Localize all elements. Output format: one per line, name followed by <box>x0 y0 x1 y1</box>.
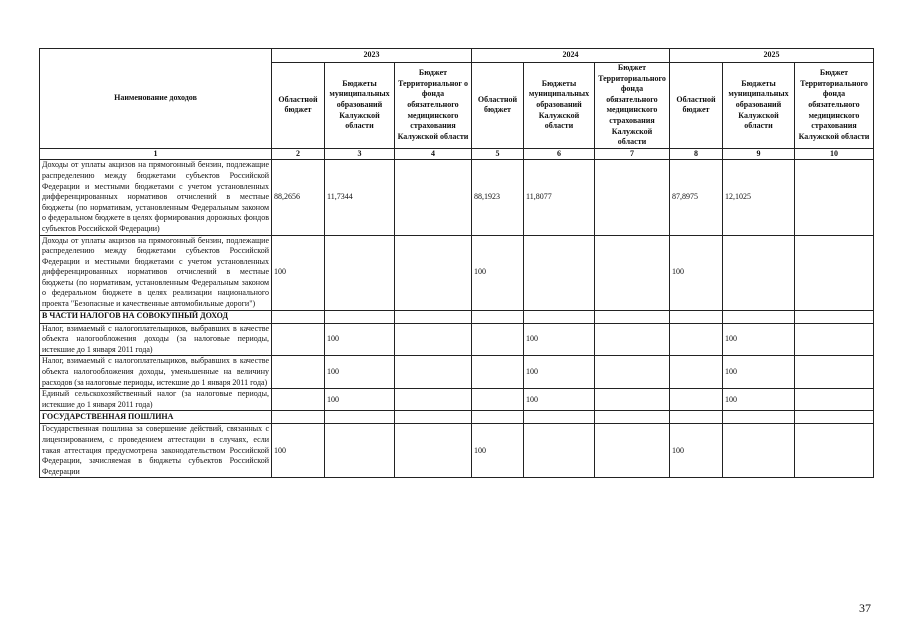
revenue-name-cell: Налог, взимаемый с налогоплательщиков, выбравших в качестве объекта налогообложения доходы, уменьшенные на величину расходов (за налоговые периоды, истекшие до 1 января 2011 года) <box>40 356 272 389</box>
value-cell: 100 <box>325 389 395 411</box>
header-name-column: Наименование доходов <box>40 49 272 149</box>
revenue-name-cell: Доходы от уплаты акцизов на прямогонный бензин, подлежащие распределению между бюджетами субъектов Российской Федерации и местными бюджетами с учетом установленных дифференцированных нормативов отчислений в местные бюджеты (по нормативам, установленным Федеральным законом о федеральном бюджете в целях формирования дорожных фондов субъектов Российской Федерации) <box>40 160 272 235</box>
header-tfoms-budget-2024: Бюджет Территориального фонда обязательного медицинского страхования Калужской области <box>595 63 670 149</box>
value-cell: 100 <box>325 323 395 356</box>
value-cell: 100 <box>325 356 395 389</box>
value-cell <box>472 356 524 389</box>
column-number: 10 <box>795 148 874 160</box>
page-number: 37 <box>859 601 871 615</box>
table-row <box>40 356 874 389</box>
value-cell <box>325 424 395 478</box>
empty-cell <box>325 310 395 323</box>
revenue-name-cell: Налог, взимаемый с налогоплательщиков, выбравших в качестве объекта налогообложения доходы (за налоговые периоды, истекшие до 1 января 2011 года) <box>40 323 272 356</box>
value-cell <box>723 235 795 310</box>
value-cell: 100 <box>723 323 795 356</box>
section-heading: В ЧАСТИ НАЛОГОВ НА СОВОКУПНЫЙ ДОХОД <box>40 310 272 323</box>
revenue-name-cell: Доходы от уплаты акцизов на прямогонный бензин, подлежащие распределению между бюджетами субъектов Российской Федерации и местными бюджетами с учетом установленных дифференцированных нормативов отчислений в местные бюджеты (по нормативам, установленным Федеральным законом о федеральном бюджете в целях реализации национального проекта "Безопасные и качественные автомобильные дороги") <box>40 235 272 310</box>
value-cell <box>472 389 524 411</box>
value-cell <box>595 356 670 389</box>
value-cell <box>670 323 723 356</box>
value-cell <box>670 389 723 411</box>
value-cell: 12,1025 <box>723 160 795 235</box>
value-cell: 100 <box>670 424 723 478</box>
header-regional-budget-2023: Областной бюджет <box>272 63 325 149</box>
header-municipal-budgets-2025: Бюджеты муниципальных образований Калужской области <box>723 63 795 149</box>
value-cell <box>395 235 472 310</box>
value-cell <box>524 424 595 478</box>
value-cell <box>595 235 670 310</box>
value-cell: 100 <box>472 235 524 310</box>
column-number: 9 <box>723 148 795 160</box>
value-cell <box>795 424 874 478</box>
empty-cell <box>524 411 595 424</box>
column-number: 4 <box>395 148 472 160</box>
empty-cell <box>795 411 874 424</box>
header-municipal-budgets-2024: Бюджеты муниципальных образований Калужской области <box>524 63 595 149</box>
value-cell: 100 <box>723 389 795 411</box>
section-heading: ГОСУДАРСТВЕННАЯ ПОШЛИНА <box>40 411 272 424</box>
value-cell: 100 <box>723 356 795 389</box>
value-cell: 100 <box>272 235 325 310</box>
empty-cell <box>670 310 723 323</box>
header-year-2024: 2024 <box>472 49 670 63</box>
revenue-distribution-table <box>39 48 874 478</box>
value-cell: 88,1923 <box>472 160 524 235</box>
value-cell <box>795 389 874 411</box>
table-row <box>40 389 874 411</box>
value-cell <box>524 235 595 310</box>
value-cell <box>272 389 325 411</box>
empty-cell <box>395 411 472 424</box>
value-cell <box>395 323 472 356</box>
value-cell <box>272 356 325 389</box>
value-cell <box>795 323 874 356</box>
column-number: 1 <box>40 148 272 160</box>
empty-cell <box>395 310 472 323</box>
header-regional-budget-2025: Областной бюджет <box>670 63 723 149</box>
column-number: 7 <box>595 148 670 160</box>
column-number: 2 <box>272 148 325 160</box>
value-cell <box>395 160 472 235</box>
header-tfoms-budget-2025: Бюджет Территориального фонда обязательного медицинского страхования Калужской области <box>795 63 874 149</box>
value-cell: 100 <box>524 389 595 411</box>
value-cell <box>325 235 395 310</box>
column-number: 6 <box>524 148 595 160</box>
value-cell <box>472 323 524 356</box>
empty-cell <box>325 411 395 424</box>
empty-cell <box>272 310 325 323</box>
value-cell: 88,2656 <box>272 160 325 235</box>
header-year-2023: 2023 <box>272 49 472 63</box>
empty-cell <box>723 411 795 424</box>
header-year-2025: 2025 <box>670 49 874 63</box>
value-cell <box>395 356 472 389</box>
value-cell <box>795 235 874 310</box>
value-cell <box>723 424 795 478</box>
value-cell <box>595 323 670 356</box>
value-cell: 100 <box>524 356 595 389</box>
value-cell <box>795 356 874 389</box>
table-body <box>40 160 874 478</box>
empty-cell <box>272 411 325 424</box>
value-cell <box>395 424 472 478</box>
value-cell: 100 <box>472 424 524 478</box>
value-cell <box>670 356 723 389</box>
header-municipal-budgets-2023: Бюджеты муниципальных образований Калужской области <box>325 63 395 149</box>
table-row <box>40 160 874 235</box>
value-cell <box>795 160 874 235</box>
column-number: 8 <box>670 148 723 160</box>
column-number: 5 <box>472 148 524 160</box>
header-tfoms-budget-2023: Бюджет Территориальног о фонда обязательного медицинского страхования Калужской области <box>395 63 472 149</box>
value-cell <box>395 389 472 411</box>
empty-cell <box>524 310 595 323</box>
empty-cell <box>472 310 524 323</box>
empty-cell <box>595 411 670 424</box>
value-cell <box>595 160 670 235</box>
value-cell <box>595 424 670 478</box>
value-cell: 100 <box>524 323 595 356</box>
empty-cell <box>795 310 874 323</box>
header-regional-budget-2024: Областной бюджет <box>472 63 524 149</box>
empty-cell <box>595 310 670 323</box>
empty-cell <box>723 310 795 323</box>
value-cell: 11,7344 <box>325 160 395 235</box>
section-row <box>40 310 874 323</box>
section-row <box>40 411 874 424</box>
revenue-name-cell: Единый сельскохозяйственный налог (за налоговые периоды, истекшие до 1 января 2011 года) <box>40 389 272 411</box>
column-number: 3 <box>325 148 395 160</box>
revenue-name-cell: Государственная пошлина за совершение действий, связанных с лицензированием, с проведением аттестации в случаях, если такая аттестация предусмотрена законодательством Российской Федерации, зачисляемая в бюджеты субъектов Российской Федерации <box>40 424 272 478</box>
value-cell <box>272 323 325 356</box>
table-row <box>40 235 874 310</box>
value-cell: 87,8975 <box>670 160 723 235</box>
value-cell <box>595 389 670 411</box>
table-row <box>40 323 874 356</box>
table-row <box>40 424 874 478</box>
empty-cell <box>670 411 723 424</box>
value-cell: 100 <box>670 235 723 310</box>
value-cell: 100 <box>272 424 325 478</box>
empty-cell <box>472 411 524 424</box>
value-cell: 11,8077 <box>524 160 595 235</box>
